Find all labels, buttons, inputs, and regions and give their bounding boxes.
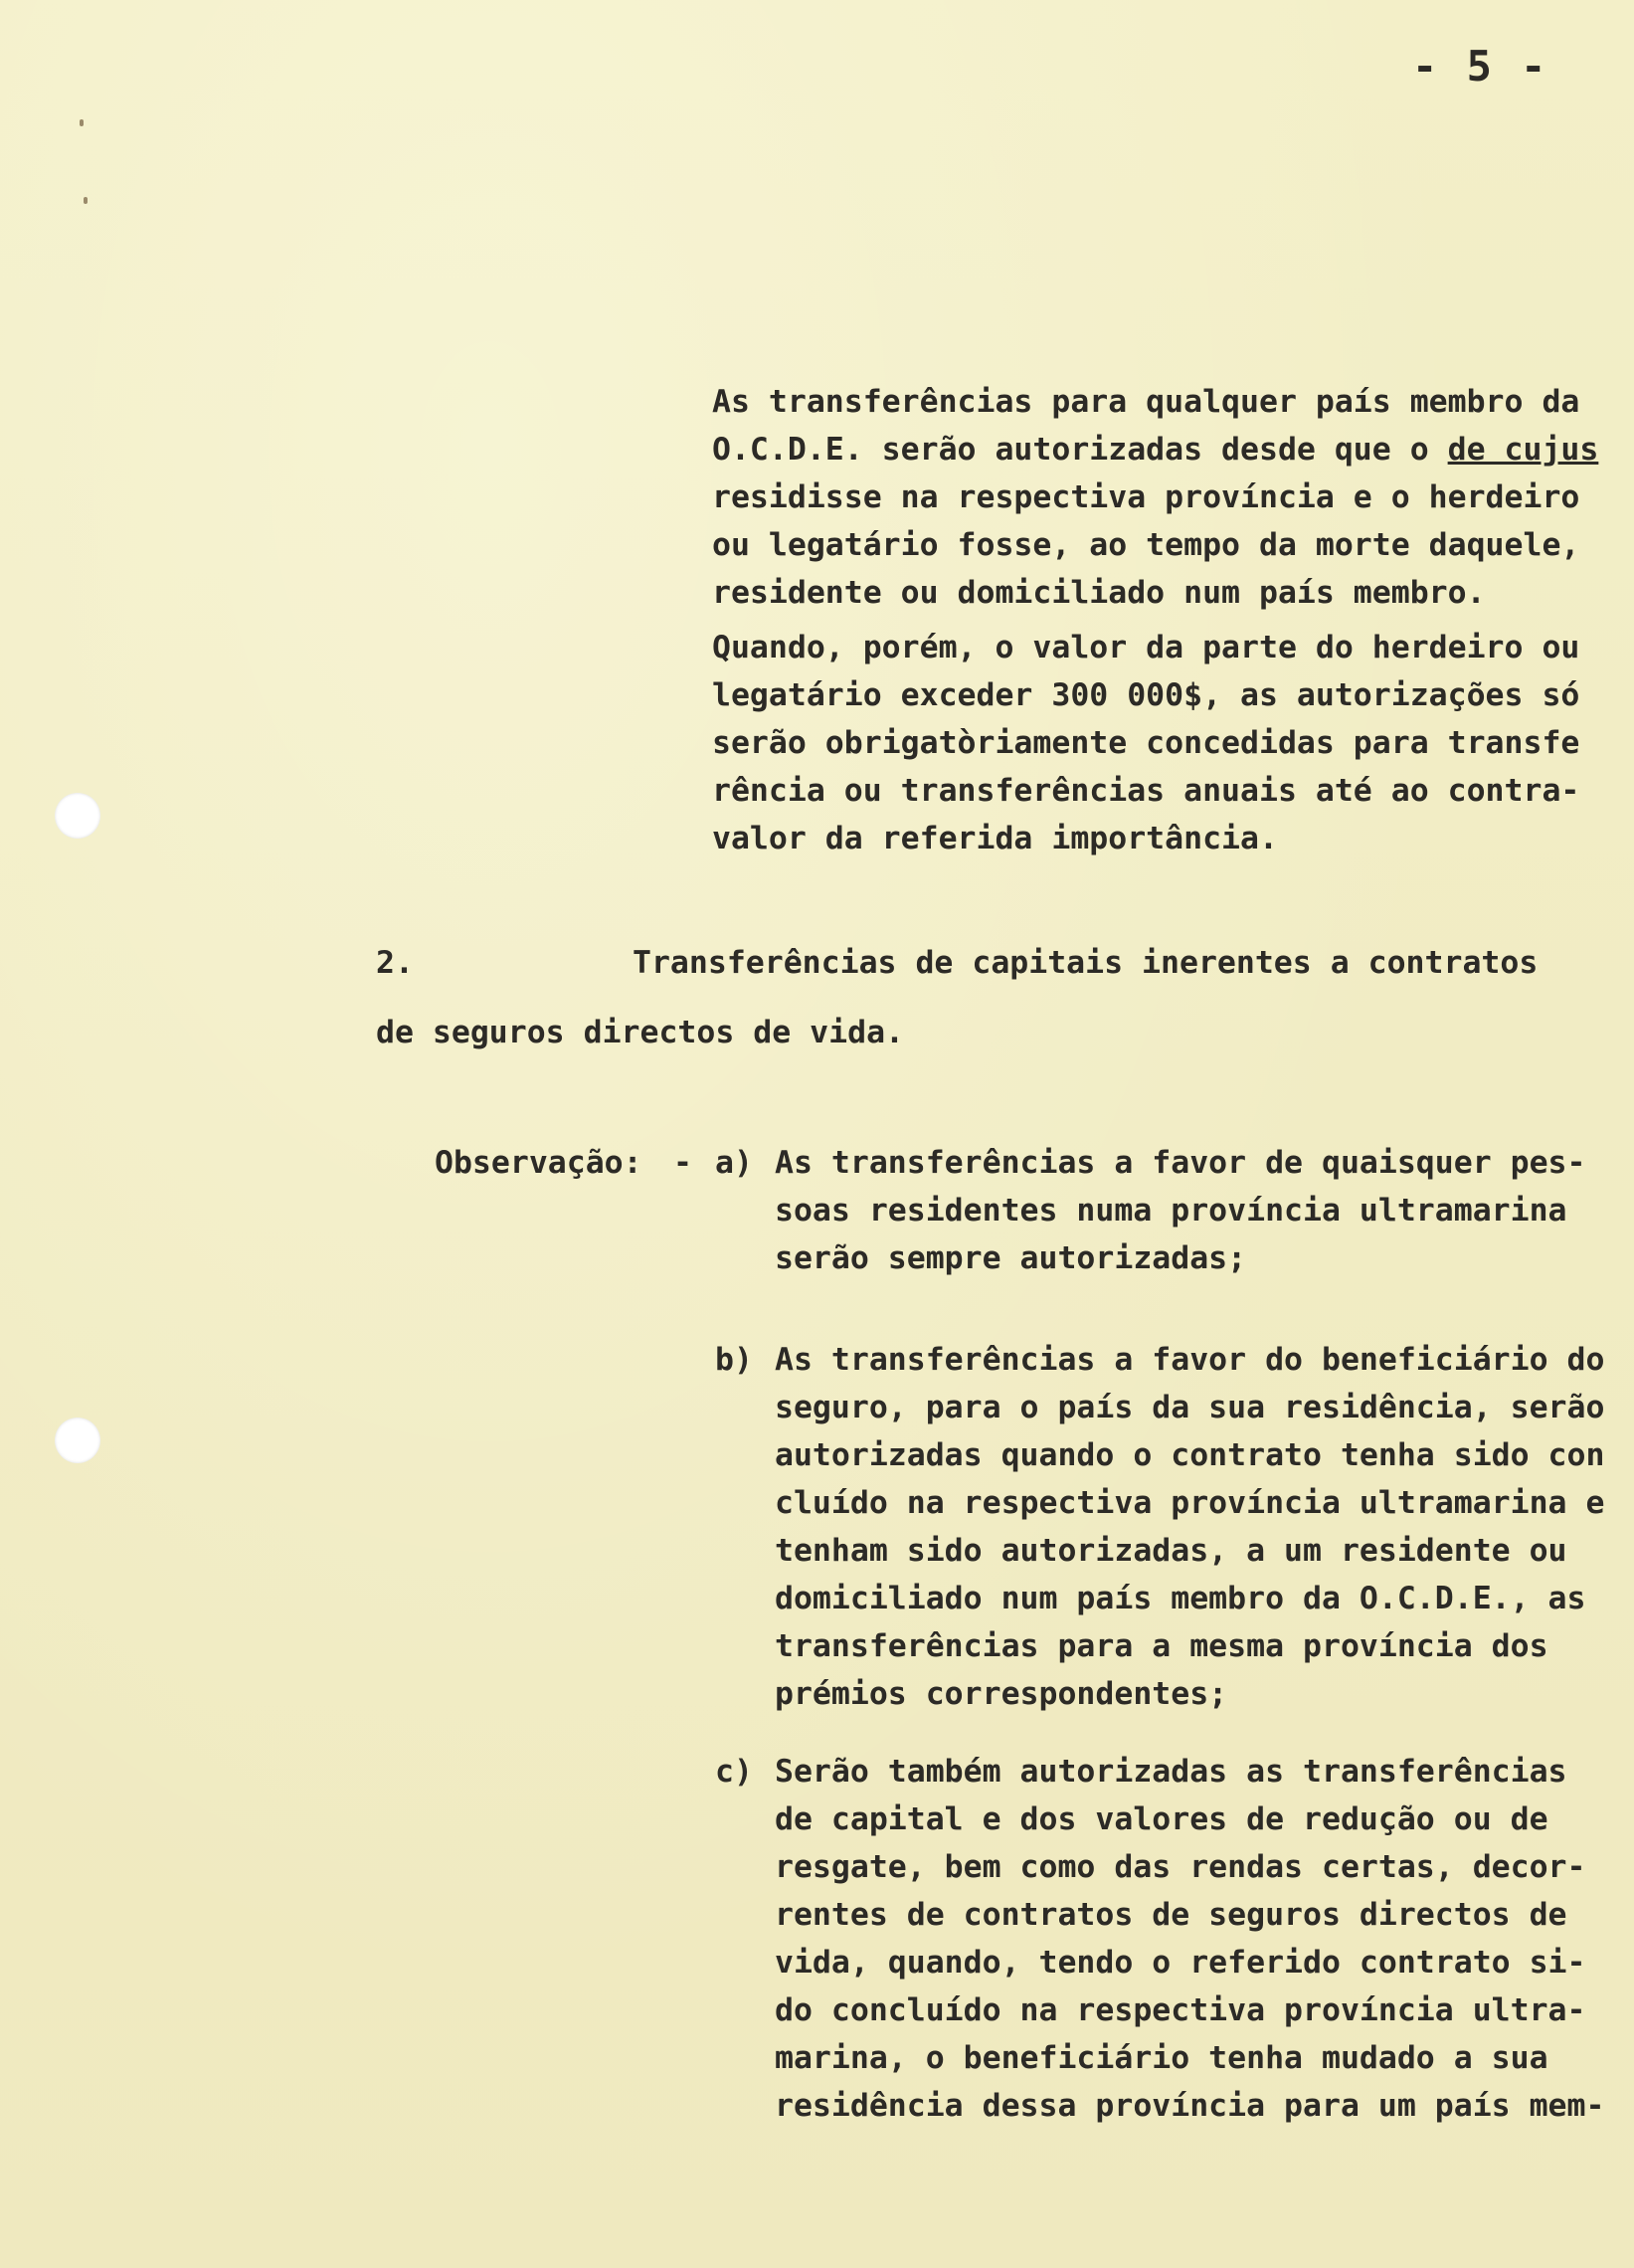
text-line: residência dessa província para um país mem- [775, 2088, 1605, 2124]
text-line: prémios correspondentes; [775, 1676, 1228, 1712]
text-fragment: O.C.D.E. serão autorizadas desde que o [712, 432, 1448, 468]
paragraph-value-limit [712, 624, 1579, 862]
page-number: - 5 - [1412, 42, 1548, 91]
text-line: transferências para a mesma província dos [775, 1628, 1548, 1664]
punch-hole-bottom [55, 1418, 100, 1463]
text-line: tenham sido autorizadas, a um residente ou [775, 1533, 1567, 1569]
text-line: marina, o beneficiário tenha mudado a sua [775, 2040, 1548, 2076]
text-line: As transferências para qualquer país membro da [712, 384, 1580, 420]
text-line: legatário exceder 300 000$, as autorizações só [712, 677, 1580, 713]
item-a-text [775, 1139, 1585, 1282]
text-line: As transferências a favor do beneficiário do [775, 1342, 1605, 1378]
text-line: As transferências a favor de quaisquer pes- [775, 1145, 1586, 1181]
text-line: ou legatário fosse, ao tempo da morte daquele, [712, 527, 1580, 563]
text-line [712, 426, 1598, 473]
text-line: residente ou domiciliado num país membro. [712, 575, 1486, 611]
text-line: Quando, porém, o valor da parte do herdeiro ou [712, 630, 1580, 665]
paragraph-ocde-transfers [712, 378, 1598, 617]
paper-mark [80, 119, 84, 126]
observation-label: Observação: [435, 1145, 642, 1181]
item-b-letter: b) [715, 1342, 753, 1378]
text-line: serão obrigatòriamente concedidas para transfe [712, 725, 1580, 761]
item-a-letter: a) [715, 1145, 753, 1181]
text-line: autorizadas quando o contrato tenha sido con [775, 1437, 1605, 1473]
paper-mark [84, 197, 88, 204]
punch-hole-top [55, 793, 100, 839]
text-line: rentes de contratos de seguros directos de [775, 1897, 1567, 1933]
text-line: seguro, para o país da sua residência, serão [775, 1390, 1605, 1425]
latin-term-underlined: de cujus [1447, 432, 1599, 468]
text-line: resgate, bem como das rendas certas, decor- [775, 1849, 1586, 1885]
text-line: de capital e dos valores de redução ou de [775, 1801, 1548, 1837]
text-line: do concluído na respectiva província ultra- [775, 1992, 1586, 2028]
text-line: vida, quando, tendo o referido contrato si- [775, 1945, 1586, 1981]
observation-dash: - [673, 1145, 692, 1181]
text-line: cluído na respectiva província ultramarina e [775, 1485, 1605, 1521]
text-line: Serão também autorizadas as transferências [775, 1754, 1567, 1790]
section-heading: Transferências de capitais inerentes a contratos [633, 945, 1539, 981]
item-b-text [775, 1336, 1604, 1718]
text-line: rência ou transferências anuais até ao contra- [712, 773, 1580, 809]
text-line: domiciliado num país membro da O.C.D.E., as [775, 1581, 1586, 1616]
section-number: 2. [376, 945, 414, 981]
item-c-text [775, 1748, 1604, 2130]
text-line: valor da referida importância. [712, 821, 1278, 856]
text-line: residisse na respectiva província e o herdeiro [712, 479, 1580, 515]
section-heading-continuation: de seguros directos de vida. [376, 1015, 905, 1050]
text-line: serão sempre autorizadas; [775, 1240, 1247, 1276]
item-c-letter: c) [715, 1754, 753, 1790]
text-line: soas residentes numa província ultramarina [775, 1193, 1567, 1228]
